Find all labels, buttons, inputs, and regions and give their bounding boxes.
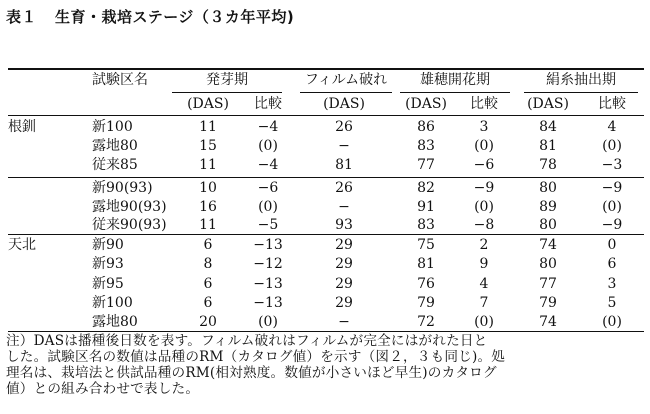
table-title: 生育・栽培ステージ（３カ年平均) [55, 8, 295, 26]
cell-germ-das: 8 [203, 256, 213, 272]
cell-tassel-compare: (0) [474, 199, 494, 215]
cell-germ-compare: −13 [253, 276, 283, 292]
cell-germ-compare: −4 [257, 119, 279, 135]
cell-germ-compare: −6 [257, 180, 279, 196]
cell-tassel-das: 86 [417, 119, 435, 135]
cell-germ-das: 11 [199, 157, 217, 173]
cell-germ-das: 11 [199, 119, 217, 135]
variety-label-konsen: 根釧 [8, 119, 36, 135]
cell-germ-das: 6 [203, 295, 213, 311]
subheader-das-1: (DAS) [187, 96, 229, 112]
subheader-compare-3: 比較 [470, 96, 498, 112]
cell-germ-compare: −13 [253, 295, 283, 311]
subheader-compare-1: 比較 [254, 96, 282, 112]
cell-silk-das: 78 [539, 157, 557, 173]
cell-silk-das: 77 [539, 276, 557, 292]
cell-tassel-compare: 9 [479, 256, 489, 272]
row-name: 露地90(93) [92, 199, 167, 215]
cell-tassel-das: 79 [417, 295, 435, 311]
subheader-das-4: (DAS) [527, 96, 569, 112]
cell-germ-das: 20 [199, 314, 217, 330]
cell-film-das: 29 [335, 276, 353, 292]
cell-silk-das: 74 [539, 314, 557, 330]
cell-silk-das: 80 [539, 256, 557, 272]
table-caption [6, 6, 294, 27]
cell-germ-compare: (0) [258, 314, 278, 330]
group-underline-tassel [400, 92, 510, 93]
cell-tassel-compare: −8 [473, 217, 495, 233]
bottom-rule [8, 331, 644, 332]
cell-tassel-compare: −9 [473, 180, 495, 196]
cell-film-das: 29 [335, 237, 353, 253]
cell-tassel-das: 76 [417, 276, 435, 292]
cell-tassel-das: 83 [417, 217, 435, 233]
cell-silk-das: 79 [539, 295, 557, 311]
footnote-line: 注）DASは播種後日数を表す。フィルム破れはフィルムが完全にはがれた日と [6, 333, 488, 349]
cell-silk-compare: 3 [607, 276, 617, 292]
cell-silk-compare: (0) [602, 314, 622, 330]
cell-film-das: 29 [335, 295, 353, 311]
cell-silk-das: 84 [539, 119, 557, 135]
cell-germ-das: 11 [199, 217, 217, 233]
row-name: 新95 [92, 276, 124, 292]
footnote-line: 値）との組み合わせで表した。 [6, 381, 200, 397]
cell-tassel-compare: −6 [473, 157, 495, 173]
group-rule-1 [8, 177, 644, 178]
cell-germ-compare: −13 [253, 237, 283, 253]
cell-film-das: − [338, 138, 350, 154]
cell-tassel-compare: 4 [479, 276, 489, 292]
header-rule [8, 115, 644, 116]
cell-silk-compare: −9 [601, 180, 623, 196]
cell-tassel-compare: 3 [479, 119, 489, 135]
row-name: 従来85 [92, 157, 138, 173]
group-underline-film [300, 92, 392, 93]
table-footnote [6, 333, 646, 397]
cell-film-das: − [338, 314, 350, 330]
cell-germ-compare: −12 [253, 256, 283, 272]
group-underline-silk [524, 92, 638, 93]
header-name-col: 試験区名 [92, 72, 148, 88]
cell-silk-compare: (0) [602, 138, 622, 154]
row-name: 露地80 [92, 314, 138, 330]
cell-tassel-das: 72 [417, 314, 435, 330]
cell-germ-das: 6 [203, 237, 213, 253]
cell-silk-compare: 4 [607, 119, 617, 135]
cell-silk-das: 80 [539, 217, 557, 233]
header-group-silk: 絹糸抽出期 [546, 72, 616, 88]
group-underline-germination [172, 92, 282, 93]
header-group-film: フィルム破れ [304, 72, 388, 88]
cell-tassel-das: 75 [417, 237, 435, 253]
cell-germ-das: 16 [199, 199, 217, 215]
row-name: 新90 [92, 237, 124, 253]
cell-germ-compare: (0) [258, 138, 278, 154]
top-rule [8, 68, 644, 70]
variety-label-tenpoku: 天北 [8, 237, 36, 253]
cell-germ-das: 15 [199, 138, 217, 154]
cell-germ-das: 10 [199, 180, 217, 196]
cell-silk-das: 81 [539, 138, 557, 154]
cell-silk-das: 89 [539, 199, 557, 215]
row-name: 露地80 [92, 138, 138, 154]
cell-film-das: 81 [335, 157, 353, 173]
row-name: 新100 [92, 295, 133, 311]
cell-tassel-compare: 7 [479, 295, 489, 311]
cell-tassel-das: 83 [417, 138, 435, 154]
cell-film-das: 26 [335, 119, 353, 135]
subheader-das-3: (DAS) [405, 96, 447, 112]
cell-film-das: 26 [335, 180, 353, 196]
subheader-das-2: (DAS) [323, 96, 365, 112]
row-name: 新90(93) [92, 180, 153, 196]
cell-germ-compare: −5 [257, 217, 279, 233]
cell-germ-compare: (0) [258, 199, 278, 215]
table-number: 表１ [6, 8, 38, 26]
row-name: 新100 [92, 119, 133, 135]
cell-germ-compare: −4 [257, 157, 279, 173]
cell-tassel-compare: 2 [479, 237, 489, 253]
subheader-compare-4: 比較 [598, 96, 626, 112]
cell-film-das: 93 [335, 217, 353, 233]
cell-silk-compare: −3 [601, 157, 623, 173]
cell-silk-compare: (0) [602, 199, 622, 215]
cell-silk-compare: 6 [607, 256, 617, 272]
cell-tassel-das: 82 [417, 180, 435, 196]
header-group-tassel: 雄穂開花期 [420, 72, 490, 88]
cell-tassel-das: 81 [417, 256, 435, 272]
footnote-line: 理名は、栽培法と供試品種のRM(相対熟度。数値が小さいほど早生)のカタログ [6, 365, 497, 381]
cell-silk-das: 74 [539, 237, 557, 253]
cell-film-das: − [338, 199, 350, 215]
cell-silk-compare: 0 [607, 237, 617, 253]
cell-tassel-das: 91 [417, 199, 435, 215]
header-group-germination: 発芽期 [206, 72, 248, 88]
cell-silk-das: 80 [539, 180, 557, 196]
cell-germ-das: 6 [203, 276, 213, 292]
row-name: 新93 [92, 256, 124, 272]
group-rule-2 [8, 234, 644, 235]
cell-tassel-compare: (0) [474, 314, 494, 330]
cell-tassel-compare: (0) [474, 138, 494, 154]
row-name: 従来90(93) [92, 217, 167, 233]
cell-film-das: 29 [335, 256, 353, 272]
footnote-line: した。試験区名の数値は品種のRM（カタログ値）を示す（図２，３も同じ)。処 [6, 349, 506, 365]
cell-tassel-das: 77 [417, 157, 435, 173]
cell-silk-compare: −9 [601, 217, 623, 233]
cell-silk-compare: 5 [607, 295, 617, 311]
